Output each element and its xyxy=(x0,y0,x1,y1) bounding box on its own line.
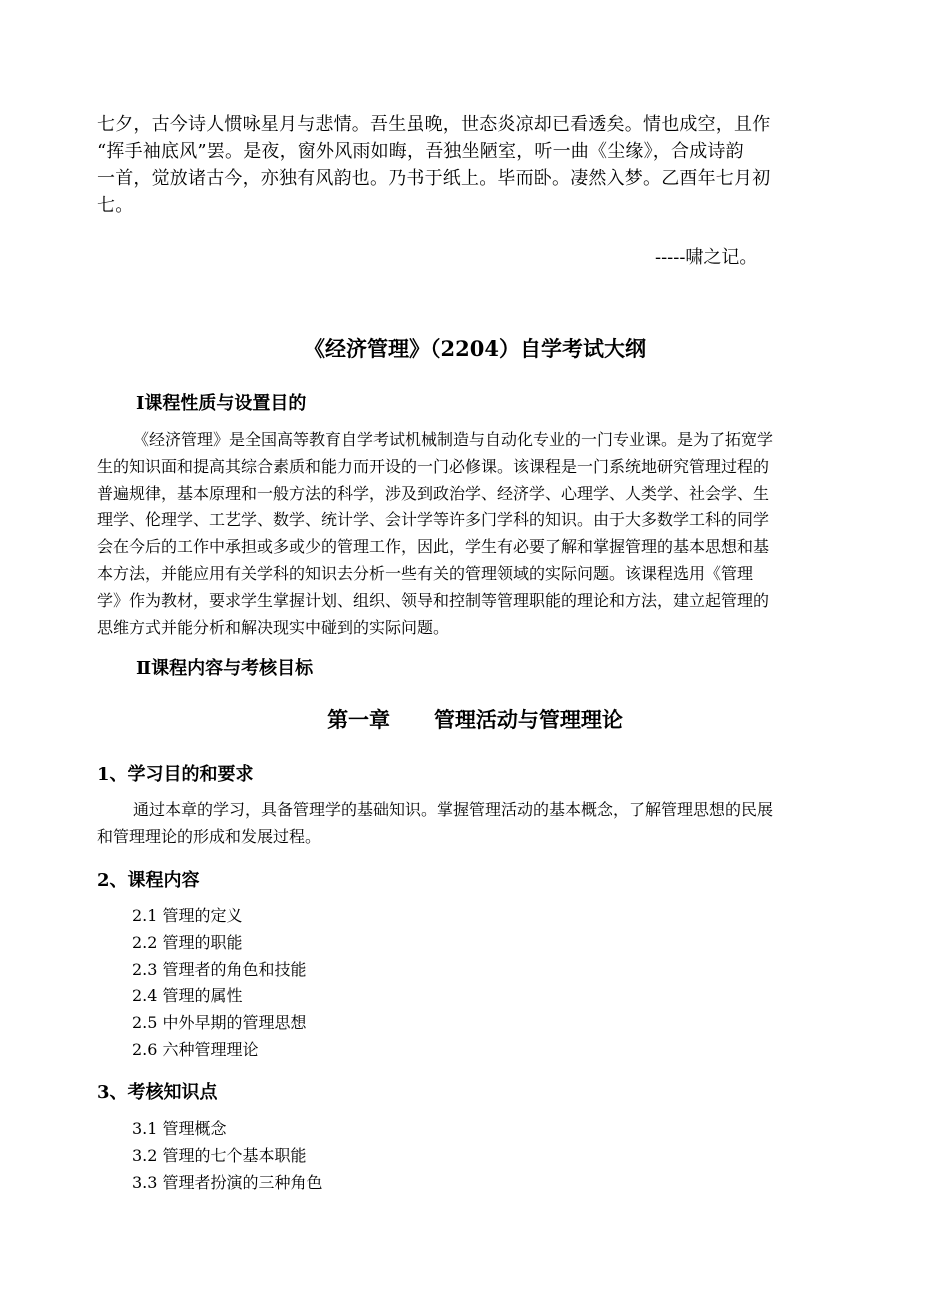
list-item: 3.1 管理概念 xyxy=(132,1119,227,1138)
paragraph-line: 和管理理论的形成和发展过程。 xyxy=(97,826,322,846)
list-item: 2.5 中外早期的管理思想 xyxy=(132,1013,307,1033)
paragraph-line: 生的知识面和提高其综合素质和能力而开设的一门必修课。该课程是一门系统地研究管理过程的 xyxy=(97,456,770,476)
list-item: 2.4 管理的属性 xyxy=(132,986,243,1006)
paragraph-line: 思维方式并能分析和解决现实中碰到的实际问题。 xyxy=(97,617,450,637)
preface-line: 七夕，古今诗人惯咏星月与悲情。吾生虽晚，世态炎凉却已看透矣。情也成空，且作 xyxy=(97,114,771,135)
paragraph-line: 理学、伦理学、工艺学、数学、统计学、会计学等许多门学科的知识。由于大多数学工科的同学 xyxy=(97,510,770,530)
learning-goals-paragraph xyxy=(97,797,855,851)
course-content-list xyxy=(132,903,307,1064)
subsection-heading-2: 2、课程内容 xyxy=(97,870,200,891)
preface-paragraph xyxy=(97,111,855,219)
paragraph-line: 《经济管理》是全国高等教育自学考试机械制造与自动化专业的一门专业课。是为了拓宽学 xyxy=(133,430,774,449)
list-item: 2.3 管理者的角色和技能 xyxy=(132,959,307,979)
list-item: 3.3 管理者扮演的三种角色 xyxy=(132,1172,323,1192)
paragraph-line: 本方法，并能应用有关学科的知识去分析一些有关的管理领域的实际问题。该课程选用《管理 xyxy=(97,563,754,583)
list-item: 2.6 六种管理理论 xyxy=(132,1039,259,1059)
preface-line: 一首，觉放诸古今，亦独有风韵也。乃书于纸上。毕而卧。凄然入梦。乙酉年七月初 xyxy=(97,168,771,189)
list-item: 2.1 管理的定义 xyxy=(132,906,243,925)
subsection-heading-3: 3、考核知识点 xyxy=(97,1082,218,1103)
knowledge-points-list xyxy=(132,1116,323,1196)
paragraph-line: 普遍规律，基本原理和一般方法的科学，涉及到政治学、经济学、心理学、人类学、社会学、生 xyxy=(97,483,770,503)
preface-line: 七。 xyxy=(97,195,134,216)
paragraph-line: 通过本章的学习，具备管理学的基础知识。掌握管理活动的基本概念，了解管理思想的民展 xyxy=(133,800,774,819)
list-item: 3.2 管理的七个基本职能 xyxy=(132,1145,307,1165)
section-heading-2: Ⅱ课程内容与考核目标 xyxy=(136,658,314,679)
preface-line: “挥手袖底风”罢。是夜，窗外风雨如晦，吾独坐陋室，听一曲《尘缘》，合成诗韵 xyxy=(97,141,744,162)
chapter-heading xyxy=(0,704,950,734)
paragraph-line: 学》作为教材，要求学生掌握计划、组织、领导和控制等管理职能的理论和方法，建立起管理的 xyxy=(97,590,770,610)
course-description-paragraph xyxy=(97,427,855,641)
paragraph-line: 会在今后的工作中承担或多或少的管理工作，因此，学生有必要了解和掌握管理的基本思想和基 xyxy=(97,537,770,557)
chapter-number: 第一章 xyxy=(327,707,391,732)
list-item: 2.2 管理的职能 xyxy=(132,932,243,952)
section-heading-1: Ⅰ课程性质与设置目的 xyxy=(136,393,307,414)
chapter-title: 管理活动与管理理论 xyxy=(433,707,623,732)
document-title: 《经济管理》（2204）自学考试大纲 xyxy=(304,336,646,361)
signature: -----啸之记。 xyxy=(655,247,758,268)
subsection-heading-1: 1、学习目的和要求 xyxy=(97,764,254,785)
